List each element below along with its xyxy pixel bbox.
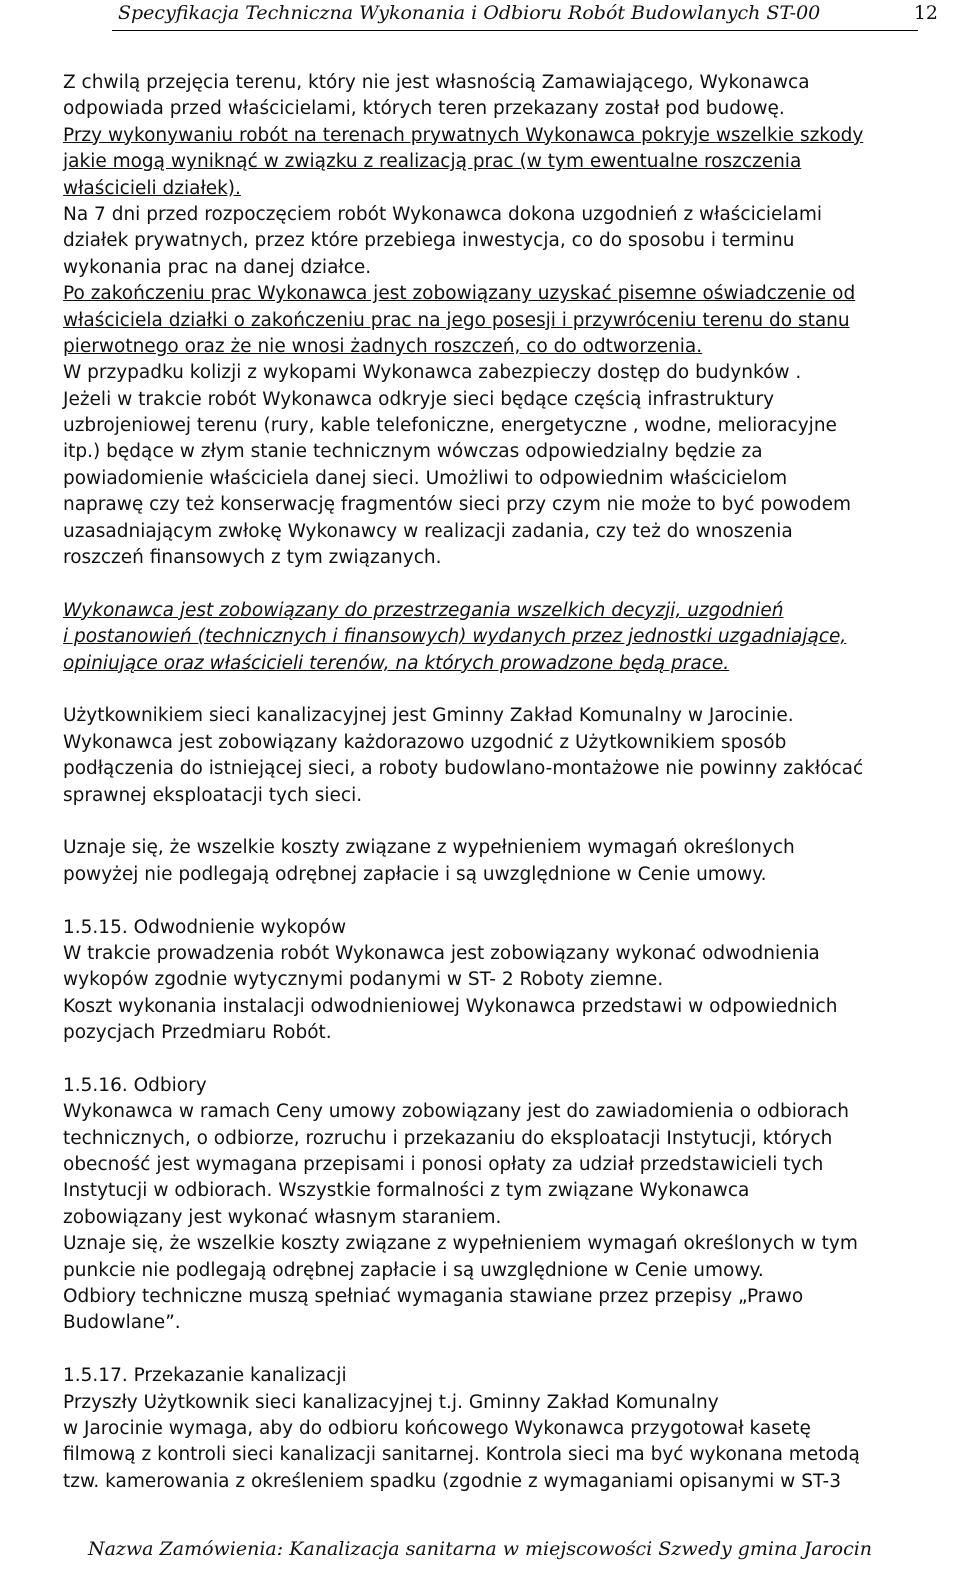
text-line: itp.) będące w złym stanie technicznym wówczas odpowiedzialny będzie za: [63, 441, 763, 463]
blank-line: [63, 809, 953, 835]
text-line: punkcie nie podlegają odrębnej zapłacie i są uwzględnione w Cenie umowy.: [63, 1259, 764, 1281]
text-line: podłączenia do istniejącej sieci, a roboty budowlano-montażowe nie powinny zakłócać: [63, 758, 864, 780]
text-line: Instytucji w odbiorach. Wszystkie formalności z tym związane Wykonawca: [63, 1180, 750, 1202]
text-line: w Jarocinie wymaga, aby do odbioru końcowego Wykonawca przygotował kasetę: [63, 1417, 811, 1439]
footer-text: Nazwa Zamówienia: Kanalizacja sanitarna w miejscowości Szwedy gmina Jarocin: [87, 1538, 873, 1560]
text-line: działek prywatnych, przez które przebiega inwestycja, co do sposobu i terminu: [63, 230, 795, 252]
text-line: powiadomienie właściciela danej sieci. Umożliwi to odpowiednim właścicielom: [63, 467, 788, 489]
text-line: naprawę czy też konserwację fragmentów sieci przy czym nie może to być powodem: [63, 494, 852, 516]
text-line: roszczeń finansowych z tym związanych.: [63, 547, 442, 569]
blank-line: [63, 571, 953, 597]
text-line: Uznaje się, że wszelkie koszty związane z wypełnieniem wymagań określonych w tym: [63, 1233, 858, 1255]
blank-line: [63, 1337, 953, 1363]
text-line: Budowlane”.: [63, 1312, 181, 1334]
text-line: Wykonawca w ramach Ceny umowy zobowiązany jest do zawiadomienia o odbiorach: [63, 1101, 850, 1123]
text-line: 1.5.15. Odwodnienie wykopów: [63, 916, 347, 938]
document-body: [63, 70, 953, 1495]
document-title: Specyfikacja Techniczna Wykonania i Odbioru Robót Budowlanych ST-00: [118, 2, 821, 24]
text-line: zobowiązany jest wykonać własnym staraniem.: [63, 1206, 502, 1228]
text-line: tzw. kamerowania z określeniem spadku (zgodnie z wymaganiami opisanymi w ST-3: [63, 1470, 841, 1492]
text-line: Koszt wykonania instalacji odwodnieniowej Wykonawca przedstawi w odpowiednich: [63, 995, 838, 1017]
page-number: 12: [913, 2, 938, 24]
text-line: Po zakończeniu prac Wykonawca jest zobowiązany uzyskać pisemne oświadczenie od: [63, 283, 856, 305]
text-line: Wykonawca jest zobowiązany do przestrzegania wszelkich decyzji, uzgodnień: [63, 599, 784, 621]
text-line: odpowiada przed właścicielami, których teren przekazany został pod budowę.: [63, 98, 785, 120]
text-line: wykopów zgodnie wytycznymi podanymi w ST- 2 Roboty ziemne.: [63, 969, 664, 991]
text-line: Przy wykonywaniu robót na terenach prywatnych Wykonawca pokryje wszelkie szkody: [63, 124, 864, 146]
page-footer: [0, 1538, 960, 1560]
text-line: filmową z kontroli sieci kanalizacji sanitarnej. Kontrola sieci ma być wykonana metodą: [63, 1444, 860, 1466]
text-line: Jeżeli w trakcie robót Wykonawca odkryje sieci będące częścią infrastruktury: [63, 388, 775, 410]
text-line: obecność jest wymagana przepisami i ponosi opłaty za udział przedstawicieli tych: [63, 1154, 824, 1176]
text-line: wykonania prac na danej działce.: [63, 256, 372, 278]
text-line: Użytkownikiem sieci kanalizacyjnej jest Gminny Zakład Komunalny w Jarocinie.: [63, 705, 794, 727]
text-line: sprawnej eksploatacji tych sieci.: [63, 784, 363, 806]
text-line: 1.5.16. Odbiory: [63, 1074, 207, 1096]
text-line: W przypadku kolizji z wykopami Wykonawca zabezpieczy dostęp do budynków .: [63, 362, 802, 384]
text-line: właściciela działki o zakończeniu prac na jego posesji i przywróceniu terenu do stanu: [63, 309, 850, 331]
blank-line: [63, 1046, 953, 1072]
text-line: 1.5.17. Przekazanie kanalizacji: [63, 1365, 347, 1387]
text-line: opiniujące oraz właścicieli terenów, na których prowadzone będą prace.: [63, 652, 730, 674]
text-line: Odbiory techniczne muszą spełniać wymagania stawiane przez przepisy „Prawo: [63, 1285, 804, 1307]
text-line: pozycjach Przedmiaru Robót.: [63, 1022, 332, 1044]
text-line: pierwotnego oraz że nie wnosi żadnych roszczeń, co do odtworzenia.: [63, 335, 703, 357]
text-line: technicznych, o odbiorze, rozruchu i przekazaniu do eksploatacji Instytucji, których: [63, 1127, 833, 1149]
text-line: Uznaje się, że wszelkie koszty związane z wypełnieniem wymagań określonych: [63, 837, 795, 859]
text-line: Na 7 dni przed rozpoczęciem robót Wykonawca dokona uzgodnień z właścicielami: [63, 203, 823, 225]
text-line: uzbrojeniowej terenu (rury, kable telefoniczne, energetyczne , wodne, melioracyjne: [63, 415, 837, 437]
text-line: i postanowień (technicznych i finansowych) wydanych przez jednostki uzgadniające,: [63, 626, 847, 648]
text-line: uzasadniającym zwłokę Wykonawcy w realizacji zadania, czy też do wnoszenia: [63, 520, 793, 542]
text-line: Z chwilą przejęcia terenu, który nie jest własnością Zamawiającego, Wykonawca: [63, 72, 810, 93]
text-line: właścicieli działek).: [63, 177, 241, 199]
blank-line: [63, 888, 953, 914]
text-line: Przyszły Użytkownik sieci kanalizacyjnej t.j. Gminny Zakład Komunalny: [63, 1391, 719, 1413]
text-line: powyżej nie podlegają odrębnej zapłacie i są uwzględnione w Cenie umowy.: [63, 863, 767, 885]
text-line: Wykonawca jest zobowiązany każdorazowo uzgodnić z Użytkownikiem sposób: [63, 731, 787, 753]
blank-line: [63, 677, 953, 703]
text-line: W trakcie prowadzenia robót Wykonawca jest zobowiązany wykonać odwodnienia: [63, 942, 820, 964]
page-header: [112, 0, 938, 31]
text-line: jakie mogą wyniknąć w związku z realizacją prac (w tym ewentualne roszczenia: [63, 151, 802, 173]
